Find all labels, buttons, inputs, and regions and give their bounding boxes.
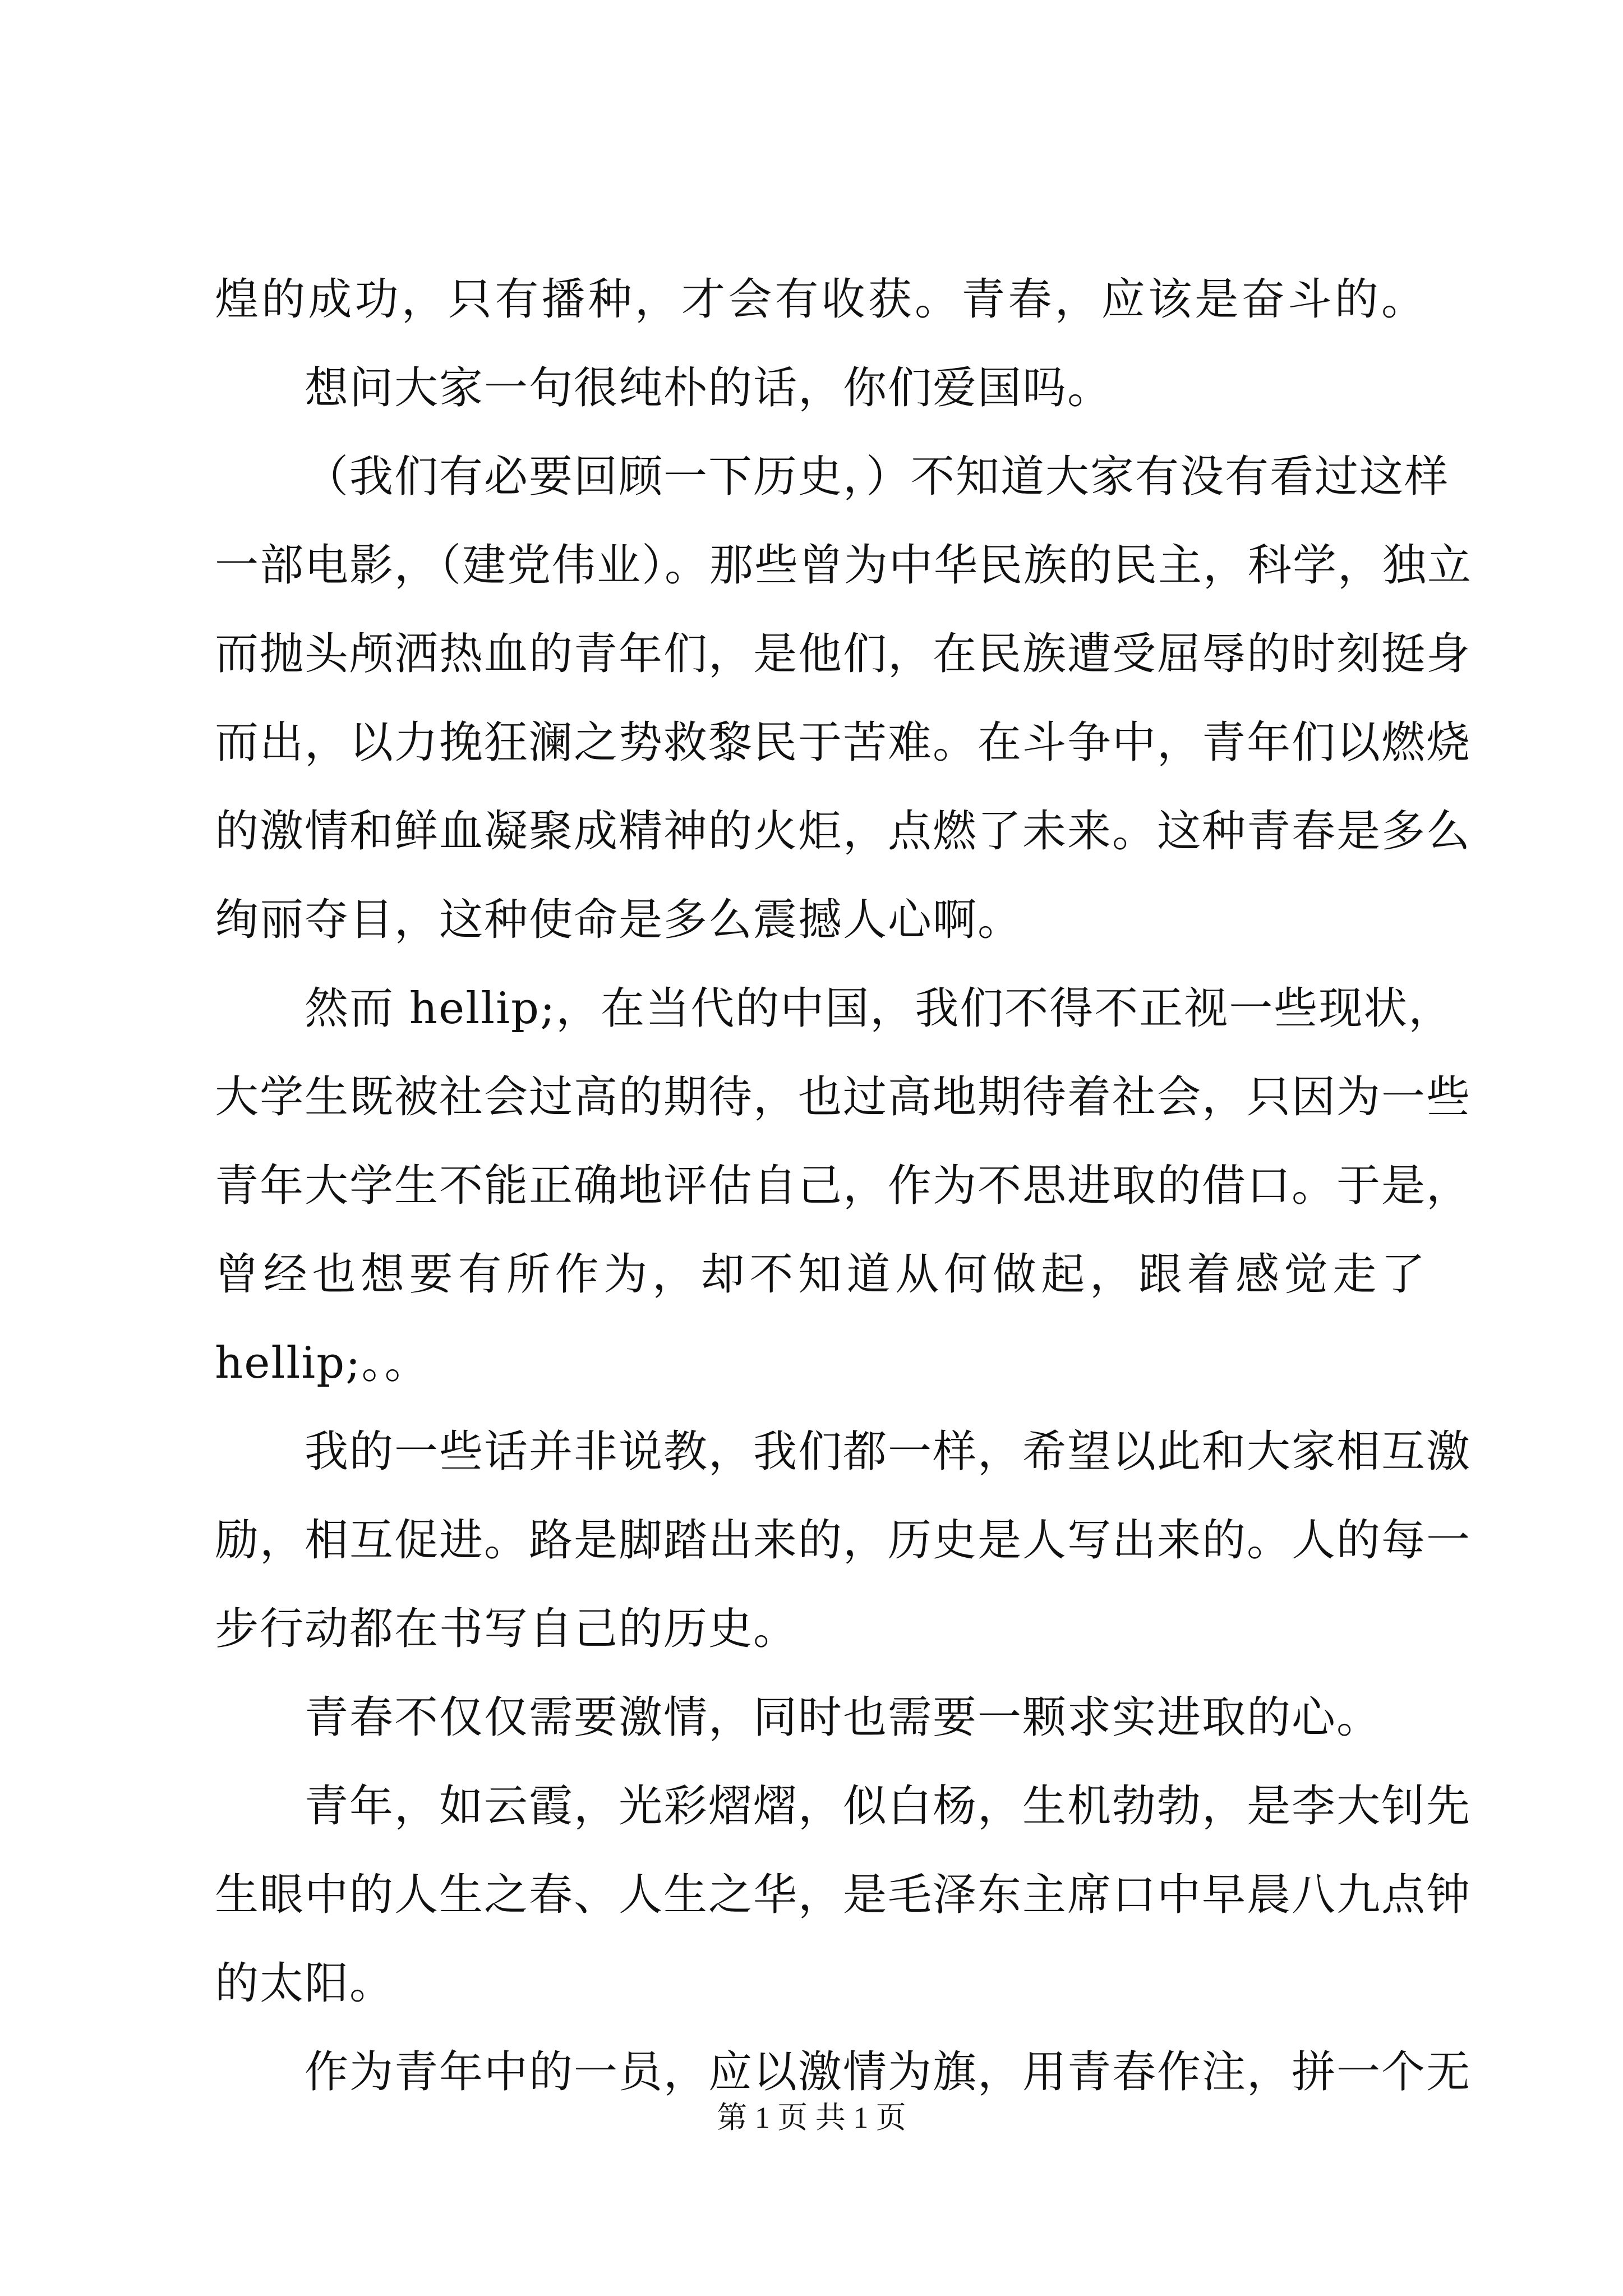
text-line: 青春不仅仅需要激情，同时也需要一颗求实进取的心。 [305,1692,1382,1743]
text-line: 而抛头颅洒热血的青年们，是他们，在民族遭受屈辱的时刻挺身 [215,629,1472,679]
text-line: （我们有必要回顾一下历史，）不知道大家有没有看过这样 [305,452,1450,502]
text-line: 曾经也想要有所作为，却不知道从何做起，跟着感觉走了 [215,1249,1426,1300]
text-line: 步行动都在书写自己的历史。 [215,1604,799,1654]
text-line: 我的一些话并非说教，我们都一样，希望以此和大家相互激 [305,1427,1472,1477]
text-line: 大学生既被社会过高的期待，也过高地期待着社会，只因为一些 [215,1072,1472,1122]
text-line: 一部电影，（建党伟业）。那些曾为中华民族的民主，科学，独立 [215,540,1473,591]
text-line: 而出，以力挽狂澜之势救黎民于苦难。在斗争中，青年们以燃烧 [215,717,1472,768]
text-line: 生眼中的人生之春、人生之华，是毛泽东主席口中早晨八九点钟 [215,1870,1472,1920]
text-line: 的激情和鲜血凝聚成精神的火炬，点燃了未来。这种青春是多么 [215,806,1472,857]
text-line: 想问大家一句很纯朴的话，你们爱国吗。 [305,363,1113,413]
text-line: 的太阳。 [215,1958,395,2009]
page-number-label: 第 1 页 共 1 页 [717,2101,906,2134]
page-footer [0,2095,1623,2140]
text-line: hellip;。。 [215,1338,430,1388]
text-line: 然而 hellip;，在当代的中国，我们不得不正视一些现状， [305,983,1454,1034]
text-line: 作为青年中的一员，应以激情为旗，用青春作注，拼一个无 [305,2047,1472,2097]
text-line: 绚丽夺目，这种使命是多么震撼人心啊。 [215,895,1023,945]
text-line: 煌的成功，只有播种，才会有收获。青春，应该是奋斗的。 [215,274,1426,325]
document-body [215,255,1473,2116]
text-line: 青年，如云霞，光彩熠熠，似白杨，生机勃勃，是李大钊先 [305,1781,1472,1832]
text-line: 青年大学生不能正确地评估自己，作为不思进取的借口。于是， [215,1161,1472,1211]
text-line: 励，相互促进。路是脚踏出来的，历史是人写出来的。人的每一 [215,1515,1472,1566]
